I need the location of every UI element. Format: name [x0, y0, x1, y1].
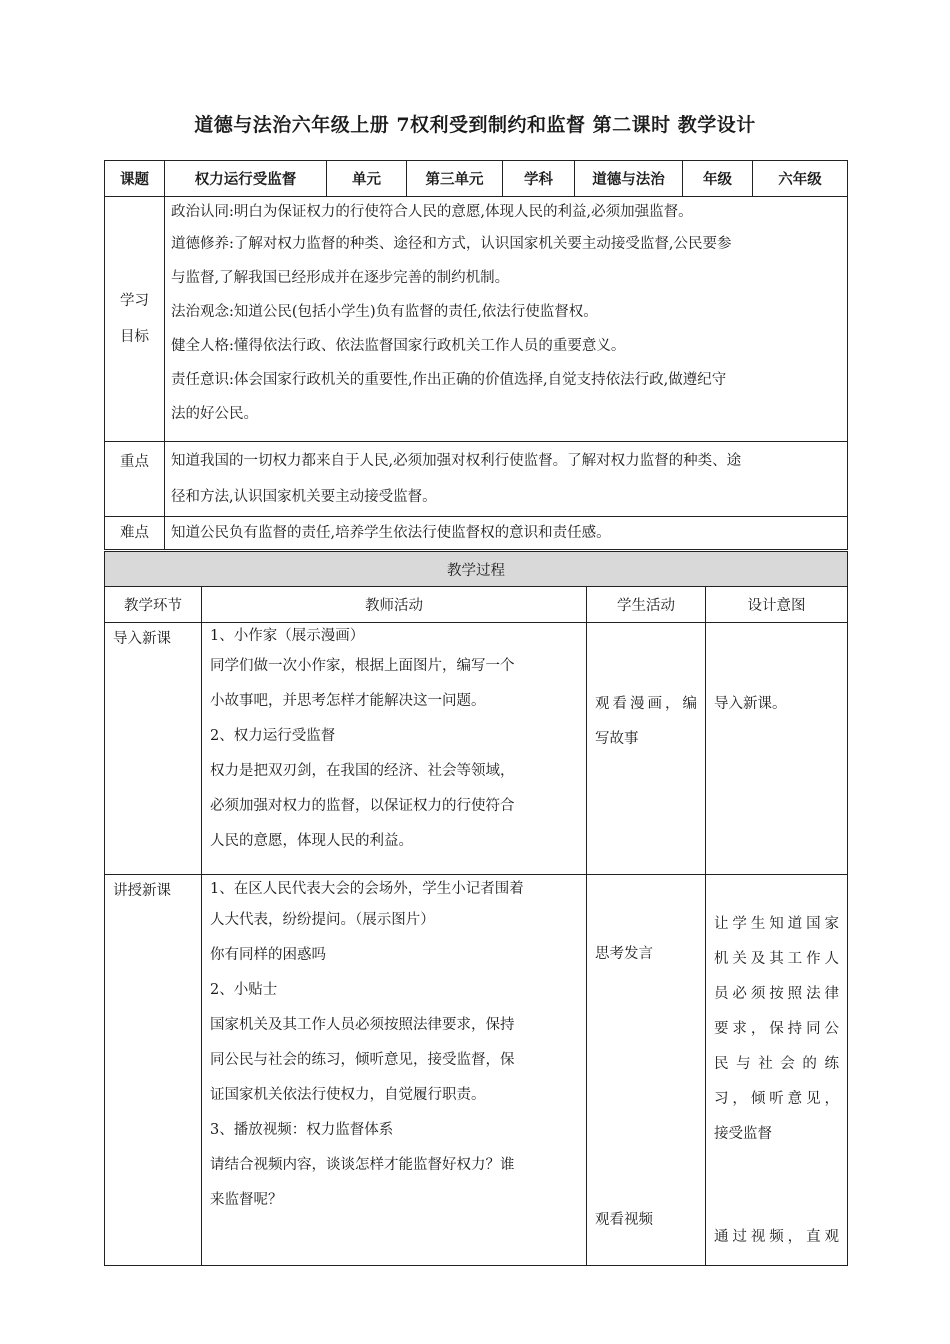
intent-line: 接受监督 [714, 1126, 772, 1142]
subject-label: 学科 [503, 161, 575, 197]
column-header: 教师活动 [202, 587, 587, 623]
key-point-line: 径和方法,认识国家机关要主动接受监督。 [171, 489, 437, 505]
column-header: 设计意图 [706, 587, 848, 623]
teacher-line: 人民的意愿，体现人民的利益。 [210, 833, 413, 849]
topic-label: 课题 [105, 161, 165, 197]
student-line: 观看漫画，编 [595, 696, 697, 712]
teacher-line: 权力是把双刃剑，在我国的经济、社会等领域， [210, 763, 515, 779]
design-intent [706, 623, 848, 875]
process-title: 教学过程 [105, 552, 848, 587]
topic-value: 权力运行受监督 [165, 161, 327, 197]
grade-value: 六年级 [753, 161, 848, 197]
key-point-line: 知道我国的一切权力都来自于人民,必须加强对权利行使监督。了解对权力监督的种类、途 [171, 453, 742, 469]
intent-line: 让学生知道国家 [714, 916, 839, 932]
goal-line: 道德修养:了解对权力监督的种类、途径和方式，认识国家机关要主动接受监督,公民要参 [171, 236, 732, 252]
column-header: 学生活动 [587, 587, 706, 623]
teaching-process-table [104, 551, 848, 1266]
goals-label: 学习 目标 [105, 197, 165, 442]
student-line: 观看视频 [595, 1212, 653, 1228]
stage-cell: 讲授新课 [105, 875, 202, 1266]
process-row-new-lesson [105, 875, 848, 1266]
student-line: 写故事 [595, 731, 639, 747]
difficulty-content: 知道公民负有监督的责任,培养学生依法行使监督权的意识和责任感。 [165, 517, 848, 550]
grade-label: 年级 [683, 161, 753, 197]
goal-line: 政治认同:明白为保证权力的行使符合人民的意愿,体现人民的利益,必须加强监督。 [171, 204, 693, 220]
difficulty-row [105, 517, 848, 550]
goals-content [165, 197, 848, 442]
subject-value: 道德与法治 [575, 161, 683, 197]
teacher-line: 3、播放视频：权力监督体系 [210, 1122, 394, 1138]
goal-line: 法治观念:知道公民(包括小学生)负有监督的责任,依法行使监督权。 [171, 304, 598, 320]
intent-line: 机关及其工作人 [714, 951, 839, 967]
unit-label: 单元 [327, 161, 407, 197]
document-title: 道德与法治六年级上册 7权利受到制约和监督 第二课时 教学设计 [194, 114, 756, 136]
intent-block [714, 907, 839, 1152]
intent-line: 民与社会的练 [714, 1056, 839, 1072]
intent-line: 导入新课。 [714, 696, 787, 712]
student-activity [587, 875, 706, 1266]
design-intent [706, 875, 848, 1266]
teacher-line: 国家机关及其工作人员必须按照法律要求，保持 [210, 1017, 515, 1033]
teacher-line: 你有同样的困惑吗 [210, 947, 326, 963]
goal-line: 法的好公民。 [171, 406, 258, 422]
teacher-line: 请结合视频内容，谈谈怎样才能监督好权力？谁 [210, 1157, 515, 1173]
key-points-row [105, 442, 848, 517]
teacher-line: 同学们做一次小作家，根据上面图片，编写一个 [210, 658, 515, 674]
teacher-line: 同公民与社会的练习，倾听意见，接受监督，保 [210, 1052, 515, 1068]
unit-value: 第三单元 [407, 161, 503, 197]
student-line: 思考发言 [595, 946, 653, 962]
column-header-row [105, 587, 848, 623]
goals-row [105, 197, 848, 442]
goal-line: 与监督,了解我国已经形成并在逐步完善的制约机制。 [171, 270, 510, 286]
teacher-line: 来监督呢？ [210, 1192, 283, 1208]
teacher-line: 证国家机关依法行使权力，自觉履行职责。 [210, 1087, 486, 1103]
goal-line: 责任意识:体会国家行政机关的重要性,作出正确的价值选择,自觉支持依法行政,做遵纪守 [171, 372, 727, 388]
stage-cell: 导入新课 [105, 623, 202, 875]
intent-line: 通过视频，直观 [714, 1229, 839, 1245]
student-activity [587, 623, 706, 875]
process-title-row [105, 552, 848, 587]
goal-line: 健全人格:懂得依法行政、依法监督国家行政机关工作人员的重要意义。 [171, 338, 626, 354]
process-row-intro [105, 623, 848, 875]
difficulty-label: 难点 [105, 517, 165, 550]
intent-line: 要求，保持同公 [714, 1021, 839, 1037]
intent-line: 员必须按照法律 [714, 986, 839, 1002]
teacher-activity [202, 875, 587, 1266]
teacher-line: 1、小作家（展示漫画） [210, 628, 365, 644]
teacher-line: 人大代表，纷纷提问。（展示图片） [210, 912, 435, 928]
teacher-line: 必须加强对权力的监督，以保证权力的行使符合 [210, 798, 515, 814]
course-info-table [104, 160, 848, 550]
column-header: 教学环节 [105, 587, 202, 623]
key-points-content [165, 442, 848, 517]
key-points-label: 重点 [105, 442, 165, 517]
header-row [105, 161, 848, 197]
teacher-activity [202, 623, 587, 875]
teacher-line: 小故事吧，并思考怎样才能解决这一问题。 [210, 693, 486, 709]
intent-line: 习，倾听意见， [714, 1091, 839, 1107]
teacher-line: 2、小贴士 [210, 982, 278, 998]
teacher-line: 1、在区人民代表大会的会场外，学生小记者围着 [210, 881, 524, 897]
teacher-line: 2、权力运行受监督 [210, 728, 336, 744]
